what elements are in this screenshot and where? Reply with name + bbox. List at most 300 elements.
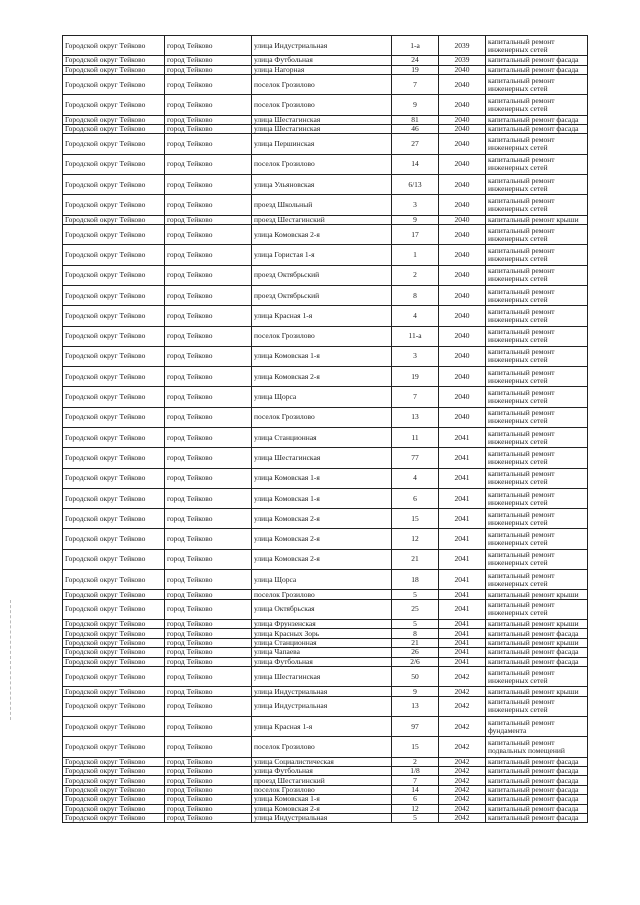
table-row [63,265,588,285]
work-type-cell: капитальный ремонт инженерных сетей [486,36,588,56]
repair-schedule-table [62,35,588,823]
house-number-cell: 7 [392,75,439,95]
street-cell: улица Першинская [252,134,392,154]
year-cell: 2040 [439,95,486,115]
work-type-cell: капитальный ремонт фасада [486,115,588,124]
year-cell: 2040 [439,154,486,174]
city-cell: город Тейково [165,36,252,56]
street-cell: улица Индустриальная [252,687,392,696]
city-cell: город Тейково [165,346,252,366]
street-cell: улица Чапаева [252,648,392,657]
table-row [63,529,588,549]
work-type-cell: капитальный ремонт фасада [486,648,588,657]
work-type-cell: капитальный ремонт инженерных сетей [486,195,588,215]
district-cell: Городской округ Тейково [63,757,165,766]
city-cell: город Тейково [165,795,252,804]
year-cell: 2040 [439,125,486,134]
table-row [63,245,588,265]
district-cell: Городской округ Тейково [63,549,165,569]
table-row [63,620,588,629]
table-row [63,509,588,529]
year-cell: 2040 [439,134,486,154]
city-cell: город Тейково [165,285,252,305]
street-cell: проезд Октябрьский [252,265,392,285]
district-cell: Городской округ Тейково [63,813,165,822]
district-cell: Городской округ Тейково [63,56,165,65]
street-cell: поселок Грозилово [252,737,392,757]
street-cell: поселок Грозилово [252,785,392,794]
table-row [63,215,588,224]
work-type-cell: капитальный ремонт фасада [486,56,588,65]
table-row [63,590,588,599]
work-type-cell: капитальный ремонт инженерных сетей [486,599,588,619]
work-type-cell: капитальный ремонт фасада [486,804,588,813]
street-cell: проезд Октябрьский [252,285,392,305]
street-cell: поселок Грозилово [252,154,392,174]
house-number-cell: 24 [392,56,439,65]
house-number-cell: 8 [392,629,439,638]
year-cell: 2042 [439,785,486,794]
district-cell: Городской округ Тейково [63,428,165,448]
table-row [63,75,588,95]
work-type-cell: капитальный ремонт инженерных сетей [486,367,588,387]
district-cell: Городской округ Тейково [63,737,165,757]
year-cell: 2041 [439,590,486,599]
street-cell: проезд Шестагинский [252,215,392,224]
work-type-cell: капитальный ремонт фундамента [486,717,588,737]
district-cell: Городской округ Тейково [63,285,165,305]
table-row [63,65,588,74]
year-cell: 2040 [439,115,486,124]
district-cell: Городской округ Тейково [63,245,165,265]
city-cell: город Тейково [165,509,252,529]
city-cell: город Тейково [165,657,252,666]
house-number-cell: 12 [392,804,439,813]
table-row [63,813,588,822]
district-cell: Городской округ Тейково [63,509,165,529]
house-number-cell: 21 [392,549,439,569]
district-cell: Городской округ Тейково [63,75,165,95]
work-type-cell: капитальный ремонт крыши [486,590,588,599]
work-type-cell: капитальный ремонт инженерных сетей [486,696,588,716]
street-cell: улица Комовская 2-я [252,549,392,569]
district-cell: Городской округ Тейково [63,115,165,124]
table-row [63,795,588,804]
work-type-cell: капитальный ремонт инженерных сетей [486,245,588,265]
work-type-cell: капитальный ремонт фасада [486,776,588,785]
house-number-cell: 11-а [392,326,439,346]
year-cell: 2040 [439,387,486,407]
table-row [63,687,588,696]
year-cell: 2040 [439,215,486,224]
year-cell: 2040 [439,306,486,326]
work-type-cell: капитальный ремонт крыши [486,638,588,647]
district-cell: Городской округ Тейково [63,468,165,488]
work-type-cell: капитальный ремонт инженерных сетей [486,407,588,427]
year-cell: 2040 [439,195,486,215]
street-cell: улица Октябрьская [252,599,392,619]
district-cell: Городской округ Тейково [63,657,165,666]
street-cell: улица Шестагинская [252,448,392,468]
city-cell: город Тейково [165,175,252,195]
street-cell: улица Шестагинская [252,115,392,124]
table-body [63,36,588,823]
city-cell: город Тейково [165,570,252,590]
table-row [63,154,588,174]
district-cell: Городской округ Тейково [63,225,165,245]
street-cell: улица Футбольная [252,657,392,666]
house-number-cell: 9 [392,95,439,115]
city-cell: город Тейково [165,428,252,448]
district-cell: Городской округ Тейково [63,154,165,174]
district-cell: Городской округ Тейково [63,529,165,549]
city-cell: город Тейково [165,648,252,657]
work-type-cell: капитальный ремонт инженерных сетей [486,346,588,366]
year-cell: 2040 [439,65,486,74]
table-row [63,648,588,657]
city-cell: город Тейково [165,407,252,427]
work-type-cell: капитальный ремонт фасада [486,629,588,638]
year-cell: 2041 [439,638,486,647]
house-number-cell: 12 [392,529,439,549]
work-type-cell: капитальный ремонт инженерных сетей [486,95,588,115]
year-cell: 2040 [439,245,486,265]
street-cell: улица Комовская 1-я [252,468,392,488]
year-cell: 2039 [439,36,486,56]
street-cell: улица Щорса [252,387,392,407]
house-number-cell: 7 [392,387,439,407]
work-type-cell: капитальный ремонт инженерных сетей [486,570,588,590]
street-cell: улица Щорса [252,570,392,590]
house-number-cell: 13 [392,696,439,716]
house-number-cell: 13 [392,407,439,427]
city-cell: город Тейково [165,326,252,346]
table-row [63,125,588,134]
street-cell: улица Красных Зорь [252,629,392,638]
work-type-cell: капитальный ремонт инженерных сетей [486,175,588,195]
street-cell: улица Социалистическая [252,757,392,766]
city-cell: город Тейково [165,757,252,766]
district-cell: Городской округ Тейково [63,766,165,775]
district-cell: Городской округ Тейково [63,175,165,195]
year-cell: 2041 [439,488,486,508]
street-cell: улица Индустриальная [252,813,392,822]
work-type-cell: капитальный ремонт инженерных сетей [486,134,588,154]
table-row [63,95,588,115]
house-number-cell: 1/8 [392,766,439,775]
city-cell: город Тейково [165,195,252,215]
district-cell: Городской округ Тейково [63,95,165,115]
work-type-cell: капитальный ремонт фасада [486,657,588,666]
city-cell: город Тейково [165,154,252,174]
table-row [63,599,588,619]
work-type-cell: капитальный ремонт инженерных сетей [486,488,588,508]
district-cell: Городской округ Тейково [63,717,165,737]
house-number-cell: 18 [392,570,439,590]
year-cell: 2041 [439,620,486,629]
work-type-cell: капитальный ремонт инженерных сетей [486,154,588,174]
house-number-cell: 5 [392,620,439,629]
district-cell: Городской округ Тейково [63,306,165,326]
district-cell: Городской округ Тейково [63,620,165,629]
street-cell: улица Индустриальная [252,36,392,56]
year-cell: 2042 [439,795,486,804]
house-number-cell: 2 [392,265,439,285]
district-cell: Городской округ Тейково [63,785,165,794]
year-cell: 2040 [439,265,486,285]
table-row [63,175,588,195]
house-number-cell: 25 [392,599,439,619]
work-type-cell: капитальный ремонт фасада [486,813,588,822]
house-number-cell: 81 [392,115,439,124]
street-cell: улица Красная 1-я [252,306,392,326]
city-cell: город Тейково [165,134,252,154]
city-cell: город Тейково [165,696,252,716]
city-cell: город Тейково [165,804,252,813]
street-cell: проезд Шестагинский [252,776,392,785]
district-cell: Городской округ Тейково [63,599,165,619]
house-number-cell: 17 [392,225,439,245]
city-cell: город Тейково [165,75,252,95]
year-cell: 2041 [439,428,486,448]
table-row [63,387,588,407]
house-number-cell: 97 [392,717,439,737]
year-cell: 2042 [439,813,486,822]
year-cell: 2042 [439,757,486,766]
table-row [63,195,588,215]
city-cell: город Тейково [165,448,252,468]
year-cell: 2042 [439,766,486,775]
city-cell: город Тейково [165,813,252,822]
house-number-cell: 2/6 [392,657,439,666]
district-cell: Городской округ Тейково [63,795,165,804]
city-cell: город Тейково [165,638,252,647]
district-cell: Городской округ Тейково [63,590,165,599]
district-cell: Городской округ Тейково [63,387,165,407]
street-cell: улица Станционная [252,638,392,647]
year-cell: 2040 [439,367,486,387]
city-cell: город Тейково [165,620,252,629]
street-cell: улица Индустриальная [252,696,392,716]
city-cell: город Тейково [165,687,252,696]
city-cell: город Тейково [165,717,252,737]
work-type-cell: капитальный ремонт инженерных сетей [486,667,588,687]
table-row [63,367,588,387]
work-type-cell: капитальный ремонт инженерных сетей [486,265,588,285]
district-cell: Городской округ Тейково [63,346,165,366]
district-cell: Городской округ Тейково [63,638,165,647]
city-cell: город Тейково [165,265,252,285]
table-row [63,468,588,488]
table-row [63,804,588,813]
street-cell: улица Шестагинская [252,667,392,687]
house-number-cell: 3 [392,195,439,215]
city-cell: город Тейково [165,766,252,775]
work-type-cell: капитальный ремонт инженерных сетей [486,549,588,569]
year-cell: 2040 [439,285,486,305]
district-cell: Городской округ Тейково [63,696,165,716]
work-type-cell: капитальный ремонт инженерных сетей [486,326,588,346]
year-cell: 2042 [439,776,486,785]
house-number-cell: 9 [392,215,439,224]
street-cell: улица Футбольная [252,56,392,65]
house-number-cell: 15 [392,509,439,529]
table-row [63,629,588,638]
district-cell: Городской округ Тейково [63,265,165,285]
table-row [63,488,588,508]
city-cell: город Тейково [165,776,252,785]
work-type-cell: капитальный ремонт фасада [486,757,588,766]
work-type-cell: капитальный ремонт фасада [486,766,588,775]
table-row [63,36,588,56]
district-cell: Городской округ Тейково [63,570,165,590]
street-cell: улица Нагорная [252,65,392,74]
table-row [63,549,588,569]
house-number-cell: 77 [392,448,439,468]
table-row [63,638,588,647]
table-row [63,326,588,346]
table-row [63,657,588,666]
year-cell: 2041 [439,448,486,468]
work-type-cell: капитальный ремонт крыши [486,620,588,629]
house-number-cell: 7 [392,776,439,785]
table-row [63,115,588,124]
house-number-cell: 2 [392,757,439,766]
year-cell: 2042 [439,804,486,813]
year-cell: 2040 [439,326,486,346]
street-cell: поселок Грозилово [252,326,392,346]
table-row [63,696,588,716]
city-cell: город Тейково [165,56,252,65]
street-cell: улица Комовская 2-я [252,804,392,813]
street-cell: улица Станционная [252,428,392,448]
street-cell: поселок Грозилово [252,95,392,115]
city-cell: город Тейково [165,599,252,619]
work-type-cell: капитальный ремонт фасада [486,795,588,804]
house-number-cell: 8 [392,285,439,305]
street-cell: улица Комовская 2-я [252,367,392,387]
year-cell: 2041 [439,629,486,638]
year-cell: 2041 [439,529,486,549]
work-type-cell: капитальный ремонт фасада [486,125,588,134]
house-number-cell: 14 [392,154,439,174]
city-cell: город Тейково [165,115,252,124]
house-number-cell: 27 [392,134,439,154]
table-row [63,570,588,590]
table-row [63,776,588,785]
table-row [63,717,588,737]
city-cell: город Тейково [165,737,252,757]
year-cell: 2040 [439,75,486,95]
house-number-cell: 14 [392,785,439,794]
work-type-cell: капитальный ремонт крыши [486,215,588,224]
year-cell: 2039 [439,56,486,65]
year-cell: 2041 [439,570,486,590]
house-number-cell: 1 [392,245,439,265]
house-number-cell: 46 [392,125,439,134]
house-number-cell: 26 [392,648,439,657]
work-type-cell: капитальный ремонт инженерных сетей [486,225,588,245]
house-number-cell: 4 [392,468,439,488]
street-cell: поселок Грозилово [252,75,392,95]
district-cell: Городской округ Тейково [63,648,165,657]
district-cell: Городской округ Тейково [63,195,165,215]
house-number-cell: 15 [392,737,439,757]
house-number-cell: 5 [392,813,439,822]
district-cell: Городской округ Тейково [63,488,165,508]
district-cell: Городской округ Тейково [63,65,165,74]
table-row [63,56,588,65]
house-number-cell: 11 [392,428,439,448]
year-cell: 2041 [439,468,486,488]
house-number-cell: 21 [392,638,439,647]
district-cell: Городской округ Тейково [63,215,165,224]
street-cell: улица Футбольная [252,766,392,775]
city-cell: город Тейково [165,488,252,508]
house-number-cell: 4 [392,306,439,326]
district-cell: Городской округ Тейково [63,804,165,813]
city-cell: город Тейково [165,667,252,687]
house-number-cell: 50 [392,667,439,687]
street-cell: улица Фрунзенская [252,620,392,629]
district-cell: Городской округ Тейково [63,448,165,468]
city-cell: город Тейково [165,306,252,326]
city-cell: город Тейково [165,468,252,488]
year-cell: 2042 [439,667,486,687]
table-row [63,407,588,427]
table-row [63,134,588,154]
work-type-cell: капитальный ремонт инженерных сетей [486,428,588,448]
table-row [63,306,588,326]
table-row [63,285,588,305]
city-cell: город Тейково [165,590,252,599]
year-cell: 2042 [439,696,486,716]
city-cell: город Тейково [165,367,252,387]
street-cell: улица Комовская 2-я [252,509,392,529]
district-cell: Городской округ Тейково [63,367,165,387]
work-type-cell: капитальный ремонт инженерных сетей [486,529,588,549]
house-number-cell: 6/13 [392,175,439,195]
district-cell: Городской округ Тейково [63,326,165,346]
district-cell: Городской округ Тейково [63,36,165,56]
street-cell: поселок Грозилово [252,407,392,427]
city-cell: город Тейково [165,785,252,794]
city-cell: город Тейково [165,225,252,245]
city-cell: город Тейково [165,65,252,74]
street-cell: поселок Грозилово [252,590,392,599]
city-cell: город Тейково [165,387,252,407]
street-cell: улица Ульяновская [252,175,392,195]
city-cell: город Тейково [165,245,252,265]
work-type-cell: капитальный ремонт фасада [486,65,588,74]
house-number-cell: 9 [392,687,439,696]
table-row [63,428,588,448]
year-cell: 2040 [439,175,486,195]
year-cell: 2040 [439,225,486,245]
table-row [63,737,588,757]
street-cell: улица Шестагинская [252,125,392,134]
district-cell: Городской округ Тейково [63,407,165,427]
work-type-cell: капитальный ремонт инженерных сетей [486,509,588,529]
table-row [63,346,588,366]
street-cell: проезд Школьный [252,195,392,215]
house-number-cell: 6 [392,488,439,508]
work-type-cell: капитальный ремонт крыши [486,687,588,696]
city-cell: город Тейково [165,125,252,134]
street-cell: улица Красная 1-я [252,717,392,737]
district-cell: Городской округ Тейково [63,125,165,134]
year-cell: 2041 [439,509,486,529]
